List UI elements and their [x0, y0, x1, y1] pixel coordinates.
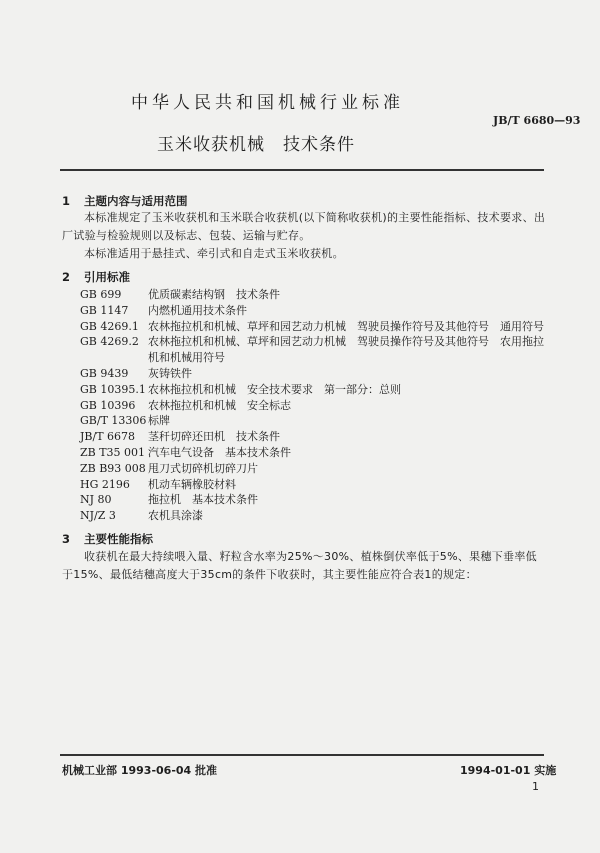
reference-code: GB 4269.1: [80, 319, 139, 333]
section-3-heading: 3 主要性能指标: [62, 532, 153, 546]
reference-item: [80, 382, 550, 398]
reference-item: [80, 398, 550, 414]
reference-code: GB 10396: [80, 398, 136, 412]
reference-title: 农机具涂漆: [148, 509, 203, 523]
header-rule: [60, 169, 544, 171]
reference-title: 农林拖拉机和机械 安全技术要求 第一部分：总则: [148, 382, 401, 396]
reference-code: GB 10395.1: [80, 382, 146, 396]
reference-item: [80, 287, 550, 303]
reference-title: 灰铸铁件: [148, 366, 192, 380]
reference-item: [80, 429, 550, 445]
reference-title: 甩刀式切碎机切碎刀片: [148, 461, 258, 475]
reference-title: 农林拖拉机和机械、草坪和园艺动力机械 驾驶员操作符号及其他符号 农用拖拉机和机械用符号: [148, 335, 544, 365]
section-1-heading: 1 主题内容与适用范围: [62, 194, 188, 208]
reference-title: 机动车辆橡胶材料: [148, 477, 236, 491]
reference-item: [80, 508, 550, 524]
reference-title: 标牌: [148, 414, 170, 428]
reference-code: NJ/Z 3: [80, 509, 116, 523]
reference-item: [80, 492, 550, 508]
reference-title: 农林拖拉机和机械、草坪和园艺动力机械 驾驶员操作符号及其他符号 通用符号: [148, 319, 544, 333]
section-3-paragraph-1: 收获机在最大持续喂入量、籽粒含水率为25%～30%、植株倒伏率低于5%、果穗下垂率低于15%、最低结穗高度大于35cm的条件下收获时，其主要性能应符合表1的规定：: [62, 550, 537, 581]
reference-code: ZB T35 001: [80, 445, 146, 459]
reference-item: [80, 461, 550, 477]
reference-code: NJ 80: [80, 493, 112, 507]
reference-code: GB 9439: [80, 366, 129, 380]
section-1-paragraph-2: 本标准适用于悬挂式、牵引式和自走式玉米收获机。: [84, 247, 344, 260]
reference-code: GB 1147: [80, 303, 129, 317]
effective-date: 1994-01-01 实施: [460, 764, 557, 777]
reference-code: HG 2196: [80, 477, 130, 491]
reference-code: GB 4269.2: [80, 335, 139, 349]
reference-code: ZB B93 008: [80, 461, 146, 475]
reference-title: 优质碳素结构钢 技术条件: [148, 288, 280, 301]
reference-code: JB/T 6678: [80, 430, 136, 444]
approval-date: 机械工业部 1993-06-04 批准: [62, 764, 218, 777]
page-number: 1: [532, 780, 539, 793]
section-2-heading: 2 引用标准: [62, 270, 130, 284]
reference-title: 内燃机通用技术条件: [148, 303, 247, 317]
reference-title: 拖拉机 基本技术条件: [148, 493, 258, 507]
reference-item: [80, 303, 550, 319]
reference-item: [80, 366, 550, 382]
reference-item: [80, 319, 550, 335]
standard-code: JB/T 6680—93: [493, 114, 581, 127]
reference-title: 汽车电气设备 基本技术条件: [148, 445, 291, 459]
document-title: 玉米收获机械 技术条件: [157, 135, 355, 155]
reference-code: GB 699: [80, 288, 122, 301]
reference-title: 茎秆切碎还田机 技术条件: [148, 430, 280, 444]
reference-title: 农林拖拉机和机械 安全标志: [148, 398, 291, 412]
reference-code: GB/T 13306: [80, 414, 147, 428]
reference-item: [80, 445, 550, 461]
footer-rule: [60, 754, 544, 756]
section-1-paragraph-1: 本标准规定了玉米收获机和玉米联合收获机(以下简称收获机)的主要性能指标、技术要求、出厂试验与检验规则以及标志、包装、运输与贮存。: [62, 211, 546, 242]
reference-item: [80, 477, 550, 493]
issuing-authority: 中华人民共和国机械行业标准: [131, 93, 404, 113]
reference-item: [80, 334, 550, 366]
reference-item: [80, 413, 550, 429]
